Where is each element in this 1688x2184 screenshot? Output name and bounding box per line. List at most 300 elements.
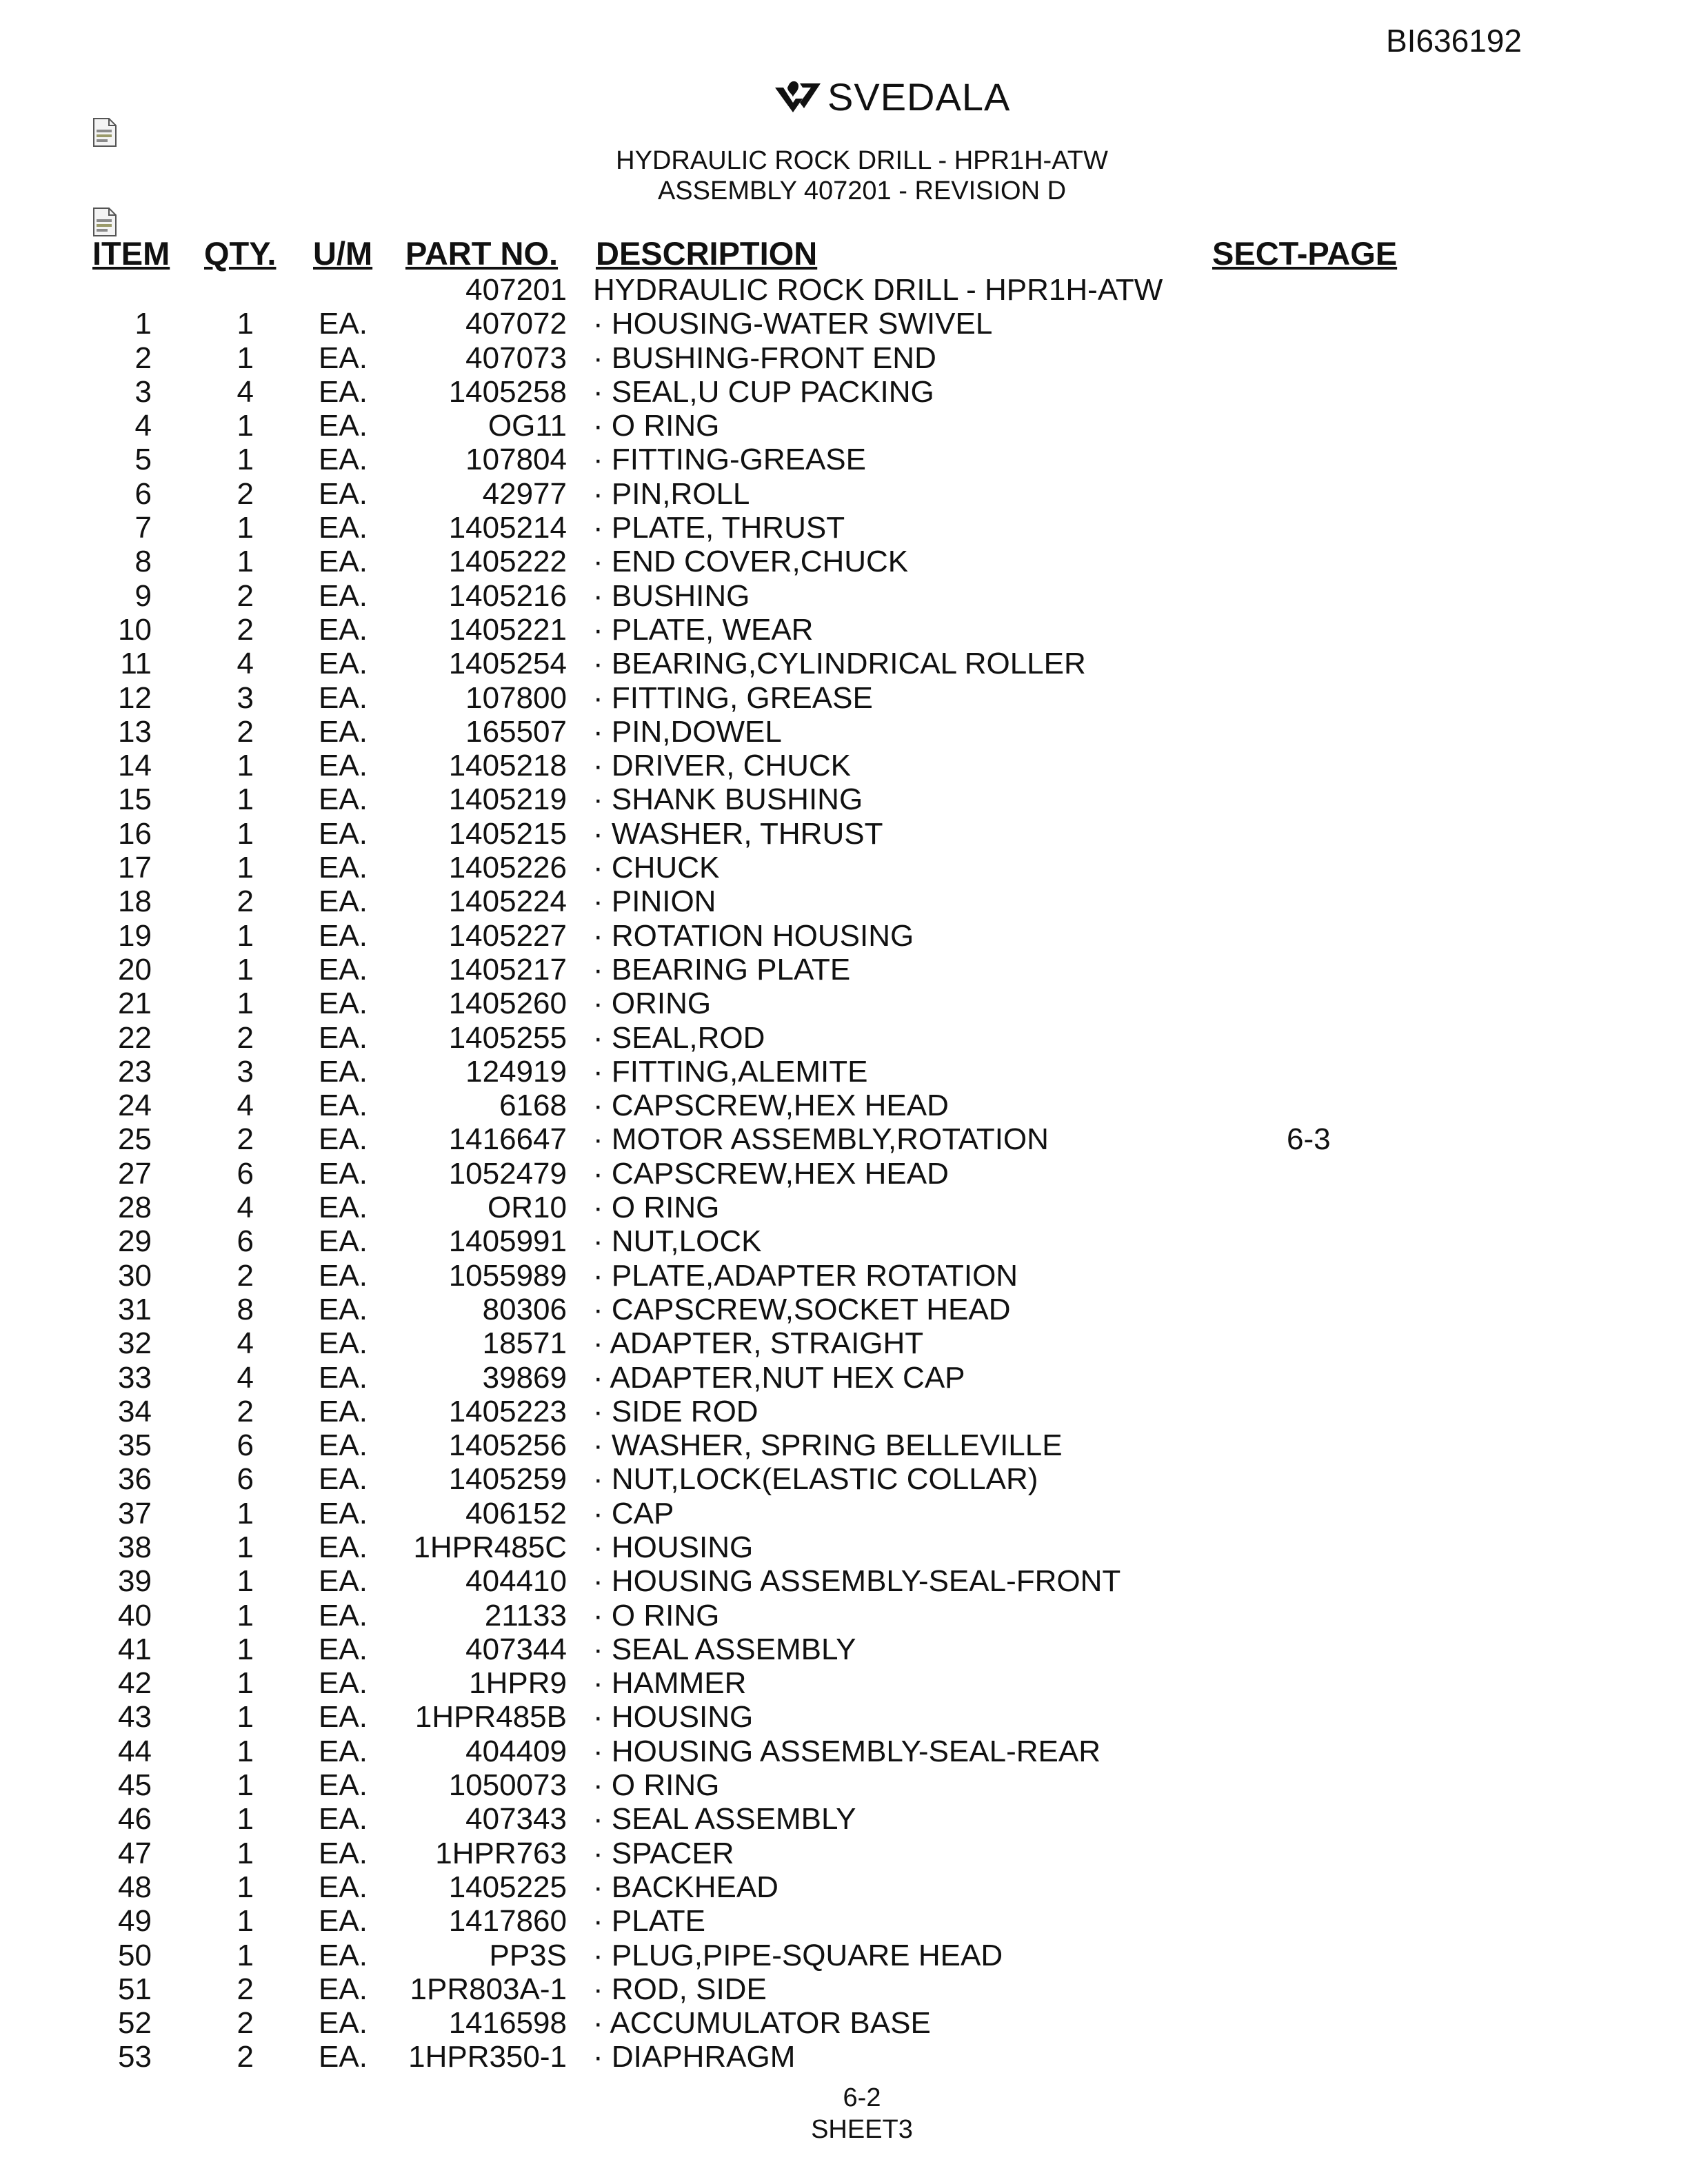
table-row [0, 1191, 1688, 1224]
cell-qty: 1 [237, 987, 254, 1021]
cell-part-no: 1405259 [448, 1462, 567, 1497]
cell-qty: 1 [237, 782, 254, 817]
table-row [0, 1632, 1688, 1666]
cell-description: · CAPSCREW,HEX HEAD [593, 1089, 949, 1123]
cell-part-no: 1405255 [448, 1020, 567, 1055]
cell-item: 18 [118, 884, 152, 919]
table-row [0, 1564, 1688, 1598]
cell-qty: 2 [237, 1122, 254, 1157]
cell-description: · CHUCK [593, 851, 720, 885]
cell-description: · FITTING, GREASE [593, 680, 873, 715]
cell-qty: 2 [237, 476, 254, 511]
cell-qty: 1 [237, 511, 254, 545]
cell-item: 30 [118, 1258, 152, 1293]
brand-name: SVEDALA [827, 75, 1011, 119]
cell-qty: 1 [237, 1904, 254, 1939]
cell-description: · BUSHING [593, 578, 750, 613]
cell-description: · SEAL,ROD [593, 1020, 765, 1055]
cell-part-no: 1405260 [448, 987, 567, 1021]
cell-qty: 1 [237, 1598, 254, 1632]
table-row [0, 1293, 1688, 1326]
table-row [0, 443, 1688, 476]
table-row [0, 953, 1688, 987]
cell-part-no: 1405222 [448, 545, 567, 579]
table-row [0, 1428, 1688, 1462]
cell-item: 24 [118, 1089, 152, 1123]
cell-description: · HOUSING ASSEMBLY-SEAL-FRONT [593, 1564, 1121, 1599]
cell-part-no: 1405221 [448, 612, 567, 647]
cell-um: EA. [319, 1666, 368, 1701]
cell-qty: 2 [237, 578, 254, 613]
table-row [0, 1837, 1688, 1870]
cell-qty: 4 [237, 1191, 254, 1225]
cell-part-no: 1405223 [448, 1394, 567, 1428]
cell-qty: 2 [237, 2040, 254, 2074]
cell-um: EA. [319, 443, 368, 477]
cell-description: · O RING [593, 1598, 720, 1632]
cell-um: EA. [319, 1632, 368, 1666]
table-row [0, 1055, 1688, 1089]
cell-um: EA. [319, 782, 368, 817]
cell-description: · SIDE ROD [593, 1394, 758, 1428]
cell-um: EA. [319, 1224, 368, 1259]
cell-item: 40 [118, 1598, 152, 1632]
cell-qty: 1 [237, 1632, 254, 1666]
cell-description: · HAMMER [593, 1666, 747, 1701]
cell-part-no: 1417860 [448, 1904, 567, 1939]
cell-part-no: 1405219 [448, 782, 567, 817]
cell-part-no: 1405258 [448, 374, 567, 409]
cell-item: 38 [118, 1530, 152, 1564]
cell-um: EA. [319, 1564, 368, 1599]
cell-item: 46 [118, 1802, 152, 1837]
table-row [0, 715, 1688, 749]
cell-um: EA. [319, 851, 368, 885]
table-row [0, 477, 1688, 511]
cell-item: 1 [134, 307, 152, 341]
table-row [0, 817, 1688, 851]
cell-um: EA. [319, 341, 368, 375]
cell-description: · PLATE,ADAPTER ROTATION [593, 1258, 1018, 1293]
cell-item: 45 [118, 1768, 152, 1803]
cell-part-no: 1405254 [448, 647, 567, 681]
cell-description: · O RING [593, 1768, 720, 1803]
cell-qty: 1 [237, 1870, 254, 1904]
cell-um: EA. [319, 1326, 368, 1361]
cell-item: 11 [120, 647, 152, 681]
table-row [0, 341, 1688, 375]
cell-part-no: 407344 [465, 1632, 567, 1666]
cell-description: · NUT,LOCK [593, 1224, 762, 1259]
cell-um: EA. [319, 1938, 368, 1972]
table-row [0, 1361, 1688, 1395]
table-row [0, 1802, 1688, 1836]
cell-description: · ADAPTER,NUT HEX CAP [593, 1360, 965, 1395]
cell-description: · END COVER,CHUCK [593, 545, 909, 579]
cell-qty: 3 [237, 1054, 254, 1089]
cell-item: 36 [118, 1462, 152, 1497]
cell-description: · SEAL,U CUP PACKING [593, 374, 934, 409]
cell-description: · CAPSCREW,HEX HEAD [593, 1156, 949, 1191]
table-row [0, 919, 1688, 953]
cell-description: · SPACER [593, 1836, 734, 1870]
cell-part-no: 1HPR350-1 [408, 2040, 567, 2074]
cell-item: 48 [118, 1870, 152, 1904]
cell-part-no: 1416647 [448, 1122, 567, 1157]
table-row [0, 1224, 1688, 1258]
cell-qty: 1 [237, 952, 254, 987]
cell-item: 8 [134, 545, 152, 579]
cell-um: EA. [319, 647, 368, 681]
table-row [0, 1768, 1688, 1802]
cell-item: 6 [134, 476, 152, 511]
cell-qty: 2 [237, 714, 254, 749]
cell-description: · SEAL ASSEMBLY [593, 1802, 856, 1837]
table-row [0, 1599, 1688, 1632]
cell-description: · BUSHING-FRONT END [593, 341, 936, 375]
column-header-um: U/M [313, 235, 373, 272]
cell-qty: 1 [237, 1700, 254, 1735]
cell-qty: 6 [237, 1462, 254, 1497]
cell-qty: 6 [237, 1156, 254, 1191]
column-header-item: ITEM [92, 235, 170, 272]
cell-description: · SEAL ASSEMBLY [593, 1632, 856, 1666]
cell-part-no: 1405216 [448, 578, 567, 613]
cell-um: EA. [319, 578, 368, 613]
cell-part-no: 39869 [482, 1360, 567, 1395]
cell-item: 42 [118, 1666, 152, 1701]
cell-part-no: 21133 [484, 1598, 567, 1632]
cell-um: EA. [319, 1360, 368, 1395]
cell-qty: 1 [237, 1734, 254, 1768]
table-row [0, 851, 1688, 884]
document-subtitle: ASSEMBLY 407201 - REVISION D [657, 176, 1067, 205]
cell-item: 34 [118, 1394, 152, 1428]
cell-description: · CAP [593, 1496, 674, 1530]
cell-part-no: 1HPR485C [413, 1530, 567, 1564]
cell-part-no: 1405227 [448, 918, 567, 953]
cell-um: EA. [319, 1768, 368, 1803]
cell-description: · HOUSING ASSEMBLY-SEAL-REAR [593, 1734, 1101, 1768]
cell-um: EA. [319, 612, 368, 647]
cell-description: · DIAPHRAGM [593, 2040, 796, 2074]
cell-item: 35 [118, 1428, 152, 1463]
cell-item: 52 [118, 2006, 152, 2041]
cell-qty: 4 [237, 1326, 254, 1361]
cell-part-no: 407072 [465, 307, 567, 341]
cell-um: EA. [319, 987, 368, 1021]
table-row [0, 375, 1688, 409]
cell-part-no: 1050073 [448, 1768, 567, 1803]
cell-qty: 1 [237, 409, 254, 443]
cell-description: · DRIVER, CHUCK [593, 749, 852, 783]
cell-part-no: 1HPR9 [469, 1666, 567, 1701]
table-row [0, 1735, 1688, 1768]
cell-um: EA. [319, 511, 368, 545]
cell-qty: 2 [237, 612, 254, 647]
cell-item: 10 [118, 612, 152, 647]
cell-qty: 3 [237, 680, 254, 715]
table-row [0, 613, 1688, 647]
cell-description: · PLUG,PIPE-SQUARE HEAD [593, 1938, 1003, 1972]
cell-part-no: 1405217 [448, 952, 567, 987]
cell-description: · MOTOR ASSEMBLY,ROTATION [593, 1122, 1049, 1157]
table-row [0, 987, 1688, 1020]
cell-um: EA. [319, 884, 368, 919]
cell-qty: 1 [237, 1564, 254, 1599]
cell-part-no: 1405226 [448, 851, 567, 885]
cell-item: 28 [118, 1191, 152, 1225]
cell-um: EA. [319, 1191, 368, 1225]
cell-part-no: 42977 [482, 476, 567, 511]
cell-description: · ROTATION HOUSING [593, 918, 914, 953]
cell-part-no: 124919 [465, 1054, 567, 1089]
cell-part-no: 406152 [465, 1496, 567, 1530]
cell-part-no: 1405225 [448, 1870, 567, 1904]
cell-um: EA. [319, 1089, 368, 1123]
column-header-qty: QTY. [204, 235, 277, 272]
document-title: HYDRAULIC ROCK DRILL - HPR1H-ATW [616, 146, 1108, 175]
table-row [0, 681, 1688, 715]
table-row [0, 1700, 1688, 1734]
cell-um: EA. [319, 918, 368, 953]
cell-part-no: 1416598 [448, 2006, 567, 2041]
cell-qty: 1 [237, 1802, 254, 1837]
cell-qty: 1 [237, 545, 254, 579]
brand-logo-mark [772, 78, 823, 117]
cell-part-no: 107804 [465, 443, 567, 477]
cell-item: 20 [118, 952, 152, 987]
cell-description: · O RING [593, 409, 720, 443]
cell-um: EA. [319, 1122, 368, 1157]
cell-part-no: 1405218 [448, 749, 567, 783]
table-row [0, 1395, 1688, 1428]
cell-description: · FITTING,ALEMITE [593, 1054, 868, 1089]
table-row [0, 1972, 1688, 2006]
table-row [0, 1497, 1688, 1530]
cell-description: · WASHER, THRUST [593, 816, 883, 851]
cell-um: EA. [319, 1156, 368, 1191]
cell-um: EA. [319, 2040, 368, 2074]
cell-qty: 8 [237, 1292, 254, 1326]
table-row [0, 307, 1688, 341]
cell-qty: 4 [237, 374, 254, 409]
cell-item: 39 [118, 1564, 152, 1599]
cell-item: 17 [118, 851, 152, 885]
cell-item: 7 [134, 511, 152, 545]
cell-description: · NUT,LOCK(ELASTIC COLLAR) [593, 1462, 1038, 1497]
cell-um: EA. [319, 1598, 368, 1632]
cell-item: 19 [118, 918, 152, 953]
cell-um: EA. [319, 749, 368, 783]
cell-qty: 1 [237, 1836, 254, 1870]
cell-part-no: 1405256 [448, 1428, 567, 1463]
cell-part-no: 1HPR763 [435, 1836, 567, 1870]
column-header-part-no: PART NO. [405, 235, 559, 272]
cell-item: 49 [118, 1904, 152, 1939]
cell-um: EA. [319, 1870, 368, 1904]
cell-qty: 2 [237, 1394, 254, 1428]
cell-qty: 4 [237, 1360, 254, 1395]
cell-description: · ADAPTER, STRAIGHT [593, 1326, 924, 1361]
cell-um: EA. [319, 816, 368, 851]
cell-item: 50 [118, 1938, 152, 1972]
cell-qty: 1 [237, 1666, 254, 1701]
table-row [0, 273, 1688, 307]
table-row [0, 884, 1688, 918]
table-row [0, 1157, 1688, 1191]
table-row [0, 545, 1688, 578]
cell-item: 3 [134, 374, 152, 409]
cell-qty: 4 [237, 1089, 254, 1123]
cell-part-no: 1055989 [448, 1258, 567, 1293]
cell-um: EA. [319, 1258, 368, 1293]
cell-um: EA. [319, 1802, 368, 1837]
table-row [0, 511, 1688, 545]
cell-um: EA. [319, 545, 368, 579]
cell-item: 21 [118, 987, 152, 1021]
table-row [0, 1259, 1688, 1293]
cell-description: · PLATE, WEAR [593, 612, 814, 647]
cell-item: 5 [134, 443, 152, 477]
cell-um: EA. [319, 1292, 368, 1326]
cell-part-no: 1405215 [448, 816, 567, 851]
cell-description: · PIN,ROLL [593, 476, 750, 511]
cell-description: HYDRAULIC ROCK DRILL - HPR1H-ATW [593, 273, 1163, 307]
cell-um: EA. [319, 1904, 368, 1939]
cell-description: · PLATE [593, 1904, 706, 1939]
cell-part-no: 407073 [465, 341, 567, 375]
cell-part-no: 407201 [465, 273, 567, 307]
cell-description: · ACCUMULATOR BASE [593, 2006, 931, 2041]
cell-qty: 4 [237, 647, 254, 681]
table-row [0, 1870, 1688, 1904]
cell-um: EA. [319, 307, 368, 341]
cell-item: 4 [134, 409, 152, 443]
cell-item: 47 [118, 1836, 152, 1870]
cell-item: 31 [118, 1292, 152, 1326]
cell-item: 32 [118, 1326, 152, 1361]
cell-qty: 2 [237, 2006, 254, 2041]
cell-part-no: 80306 [482, 1292, 567, 1326]
cell-qty: 1 [237, 1768, 254, 1803]
cell-um: EA. [319, 374, 368, 409]
cell-item: 33 [118, 1360, 152, 1395]
cell-item: 43 [118, 1700, 152, 1735]
cell-um: EA. [319, 1496, 368, 1530]
cell-qty: 1 [237, 1496, 254, 1530]
table-row [0, 749, 1688, 782]
cell-qty: 6 [237, 1224, 254, 1259]
cell-um: EA. [319, 1020, 368, 1055]
cell-part-no: 1405214 [448, 511, 567, 545]
document-icon[interactable] [92, 117, 117, 148]
cell-um: EA. [319, 1836, 368, 1870]
cell-item: 53 [118, 2040, 152, 2074]
cell-description: · ORING [593, 987, 712, 1021]
column-header-description: DESCRIPTION [596, 235, 818, 272]
table-row [0, 647, 1688, 680]
cell-qty: 2 [237, 1972, 254, 2006]
table-row [0, 1904, 1688, 1938]
column-header-sect-page: SECT-PAGE [1212, 235, 1398, 272]
cell-part-no: 404409 [465, 1734, 567, 1768]
cell-description: · PINION [593, 884, 716, 919]
table-row [0, 1666, 1688, 1700]
cell-description: · SHANK BUSHING [593, 782, 863, 817]
cell-part-no: OR10 [488, 1191, 567, 1225]
document-icon[interactable] [92, 207, 117, 237]
table-row [0, 2006, 1688, 2040]
cell-part-no: OG11 [488, 409, 567, 443]
cell-description: · HOUSING-WATER SWIVEL [593, 307, 993, 341]
cell-item: 23 [118, 1054, 152, 1089]
cell-qty: 2 [237, 1020, 254, 1055]
cell-part-no: 1PR803A-1 [410, 1972, 567, 2006]
cell-part-no: 404410 [465, 1564, 567, 1599]
cell-description: · ROD, SIDE [593, 1972, 767, 2006]
cell-item: 27 [118, 1156, 152, 1191]
cell-um: EA. [319, 1054, 368, 1089]
table-row [0, 409, 1688, 443]
cell-um: EA. [319, 476, 368, 511]
cell-item: 22 [118, 1020, 152, 1055]
cell-item: 25 [118, 1122, 152, 1157]
cell-part-no: 1405224 [448, 884, 567, 919]
cell-sect-page: 6-3 [1287, 1122, 1331, 1157]
cell-description: · PIN,DOWEL [593, 714, 782, 749]
cell-description: · BEARING PLATE [593, 952, 851, 987]
cell-description: · CAPSCREW,SOCKET HEAD [593, 1292, 1011, 1326]
cell-qty: 1 [237, 749, 254, 783]
cell-item: 41 [118, 1632, 152, 1666]
cell-part-no: 165507 [465, 714, 567, 749]
cell-item: 2 [134, 341, 152, 375]
cell-um: EA. [319, 714, 368, 749]
cell-description: · HOUSING [593, 1530, 754, 1564]
cell-um: EA. [319, 1734, 368, 1768]
table-row [0, 1939, 1688, 1972]
cell-qty: 1 [237, 1938, 254, 1972]
cell-um: EA. [319, 952, 368, 987]
sheet-label: SHEET3 [811, 2115, 913, 2144]
cell-um: EA. [319, 1428, 368, 1463]
cell-qty: 2 [237, 884, 254, 919]
parts-table [0, 273, 1688, 2074]
cell-part-no: 407343 [465, 1802, 567, 1837]
cell-part-no: PP3S [489, 1938, 567, 1972]
table-row [0, 1122, 1688, 1156]
cell-item: 14 [118, 749, 152, 783]
cell-um: EA. [319, 1462, 368, 1497]
cell-um: EA. [319, 2006, 368, 2041]
cell-qty: 1 [237, 1530, 254, 1564]
table-row [0, 1462, 1688, 1496]
brand-logo [772, 74, 1010, 119]
cell-part-no: 107800 [465, 680, 567, 715]
cell-item: 29 [118, 1224, 152, 1259]
cell-description: · PLATE, THRUST [593, 511, 845, 545]
cell-qty: 1 [237, 816, 254, 851]
table-row [0, 782, 1688, 816]
cell-item: 44 [118, 1734, 152, 1768]
table-row [0, 1326, 1688, 1360]
cell-qty: 1 [237, 307, 254, 341]
cell-part-no: 1052479 [448, 1156, 567, 1191]
cell-item: 37 [118, 1496, 152, 1530]
cell-qty: 6 [237, 1428, 254, 1463]
cell-qty: 2 [237, 1258, 254, 1293]
